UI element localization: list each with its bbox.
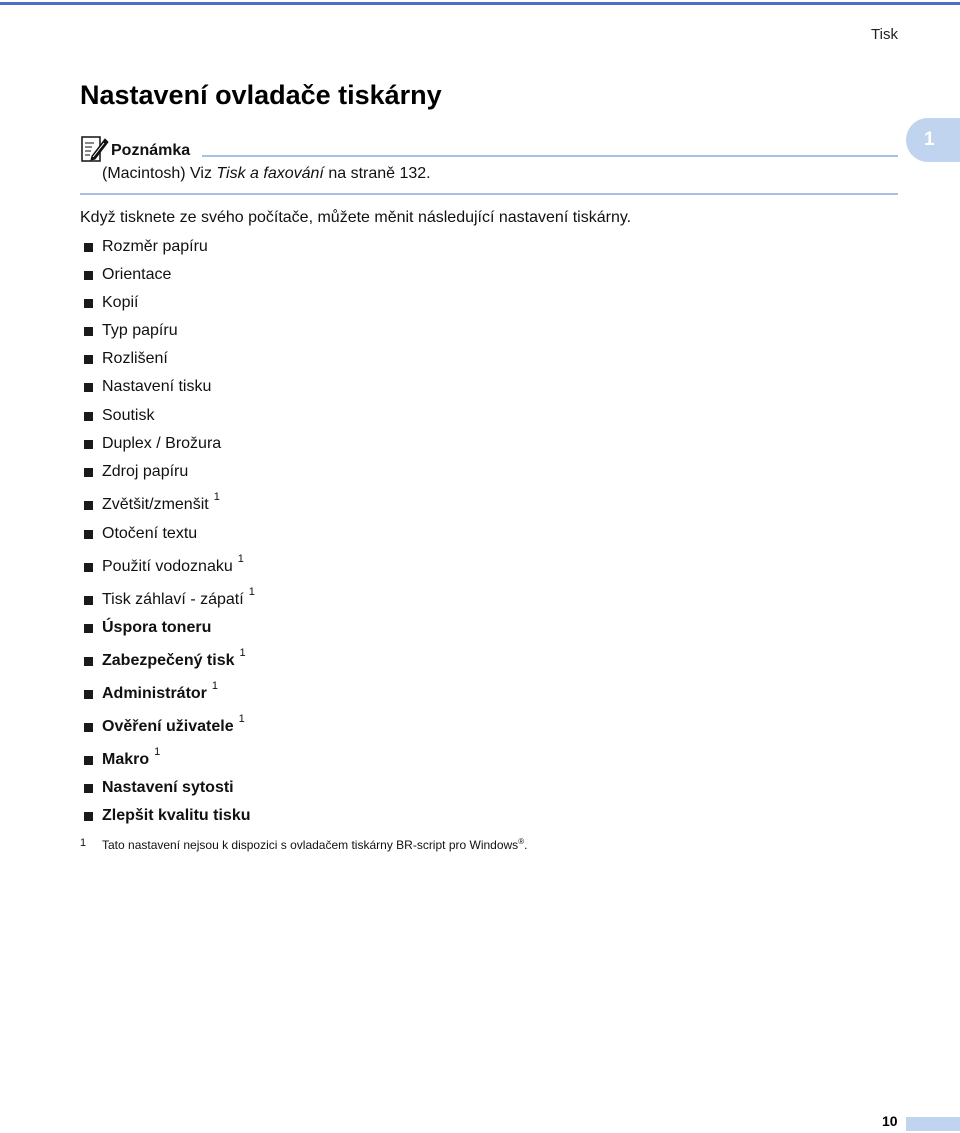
footnote-end: . [524,838,528,852]
list-item-label: Kopií [102,294,139,311]
list-item [84,777,234,799]
list-item-label: Orientace [102,266,172,283]
list-item-label: Použití vodoznaku [102,558,233,575]
list-item-label: Rozměr papíru [102,238,208,255]
list-item-label: Administrátor [102,685,207,702]
bullet-square-icon [84,383,93,392]
list-item-label: Úspora toneru [102,619,212,636]
list-item [84,617,211,639]
list-item-label: Nastavení sytosti [102,779,234,796]
list-item [84,264,171,286]
bullet-square-icon [84,355,93,364]
bullet-square-icon [84,327,93,336]
list-item-label: Ověření uživatele [102,718,234,735]
bullet-square-icon [84,624,93,633]
footnote-ref[interactable]: 1 [211,680,219,692]
list-item-label: Tisk záhlaví - zápatí [102,591,244,608]
list-item [84,376,211,398]
note-label: Poznámka [111,142,191,159]
note-text [102,165,431,183]
list-item [84,805,250,827]
list-item [84,236,208,258]
note-suffix: na straně 132. [323,165,431,182]
bullet-square-icon [84,657,93,666]
list-item [84,586,255,611]
list-item [84,746,161,771]
page-number: 10 [882,1113,898,1129]
list-item-label: Otočení textu [102,525,198,542]
list-item [84,292,138,314]
footnote-ref[interactable]: 1 [248,586,255,598]
list-item-label: Zdroj papíru [102,463,189,480]
bullet-square-icon [84,723,93,732]
bullet-square-icon [84,271,93,280]
bullet-square-icon [84,440,93,449]
list-item [84,647,246,672]
list-item [84,680,219,705]
footnote-ref[interactable]: 1 [239,647,246,659]
list-item-label: Nastavení tisku [102,378,212,395]
list-item-label: Duplex / Brožura [102,435,222,452]
list-item-label: Zlepšit kvalitu tisku [102,807,251,824]
bullet-square-icon [84,756,93,765]
page-title: Nastavení ovladače tiskárny [80,80,442,110]
list-item-label: Typ papíru [102,322,178,339]
list-item-label: Zvětšit/zmenšit [102,496,209,513]
intro-text: Když tisknete ze svého počítače, můžete měnit následující nastavení tiskárny. [80,209,632,226]
bullet-square-icon [84,784,93,793]
bullet-square-icon [84,501,93,510]
bullet-square-icon [84,690,93,699]
footnote-text [102,838,527,852]
footnote-ref[interactable]: 1 [213,491,220,503]
note-divider [202,155,898,157]
bullet-square-icon [84,299,93,308]
bullet-square-icon [84,563,93,572]
list-item [84,348,168,370]
footnote-body: Tato nastavení nejsou k dispozici s ovladačem tiskárny BR-script pro Windows [102,838,519,852]
list-item [84,461,188,483]
list-item-label: Soutisk [102,407,155,424]
bullet-square-icon [84,243,93,252]
list-item [84,553,244,578]
bullet-square-icon [84,412,93,421]
list-item-label: Makro [102,751,150,768]
list-item [84,713,245,738]
chapter-tab [906,118,960,162]
bullet-square-icon [84,468,93,477]
list-item-label: Zabezpečený tisk [102,652,235,669]
bullet-square-icon [84,812,93,821]
list-item [84,433,221,455]
footer-bar [906,1117,960,1131]
list-item-label: Rozlišení [102,350,168,367]
list-item [84,405,154,427]
note-prefix: (Macintosh) Viz [102,165,217,182]
list-item [84,523,197,545]
note-link[interactable]: Tisk a faxování [216,165,324,182]
list-item [84,491,220,516]
list-item [84,320,178,342]
note-bottom-divider [80,193,898,195]
footnote-ref[interactable]: 1 [238,713,245,725]
registered-mark: ® [518,837,525,846]
note-pencil-icon [80,134,110,164]
bullet-square-icon [84,530,93,539]
chapter-number: 1 [924,129,935,150]
footnote-ref[interactable]: 1 [154,746,161,758]
bullet-square-icon [84,596,93,605]
header-section-label: Tisk [871,26,898,43]
top-rule [0,2,960,5]
footnote-ref[interactable]: 1 [237,553,244,565]
footnote-number: 1 [80,837,87,849]
